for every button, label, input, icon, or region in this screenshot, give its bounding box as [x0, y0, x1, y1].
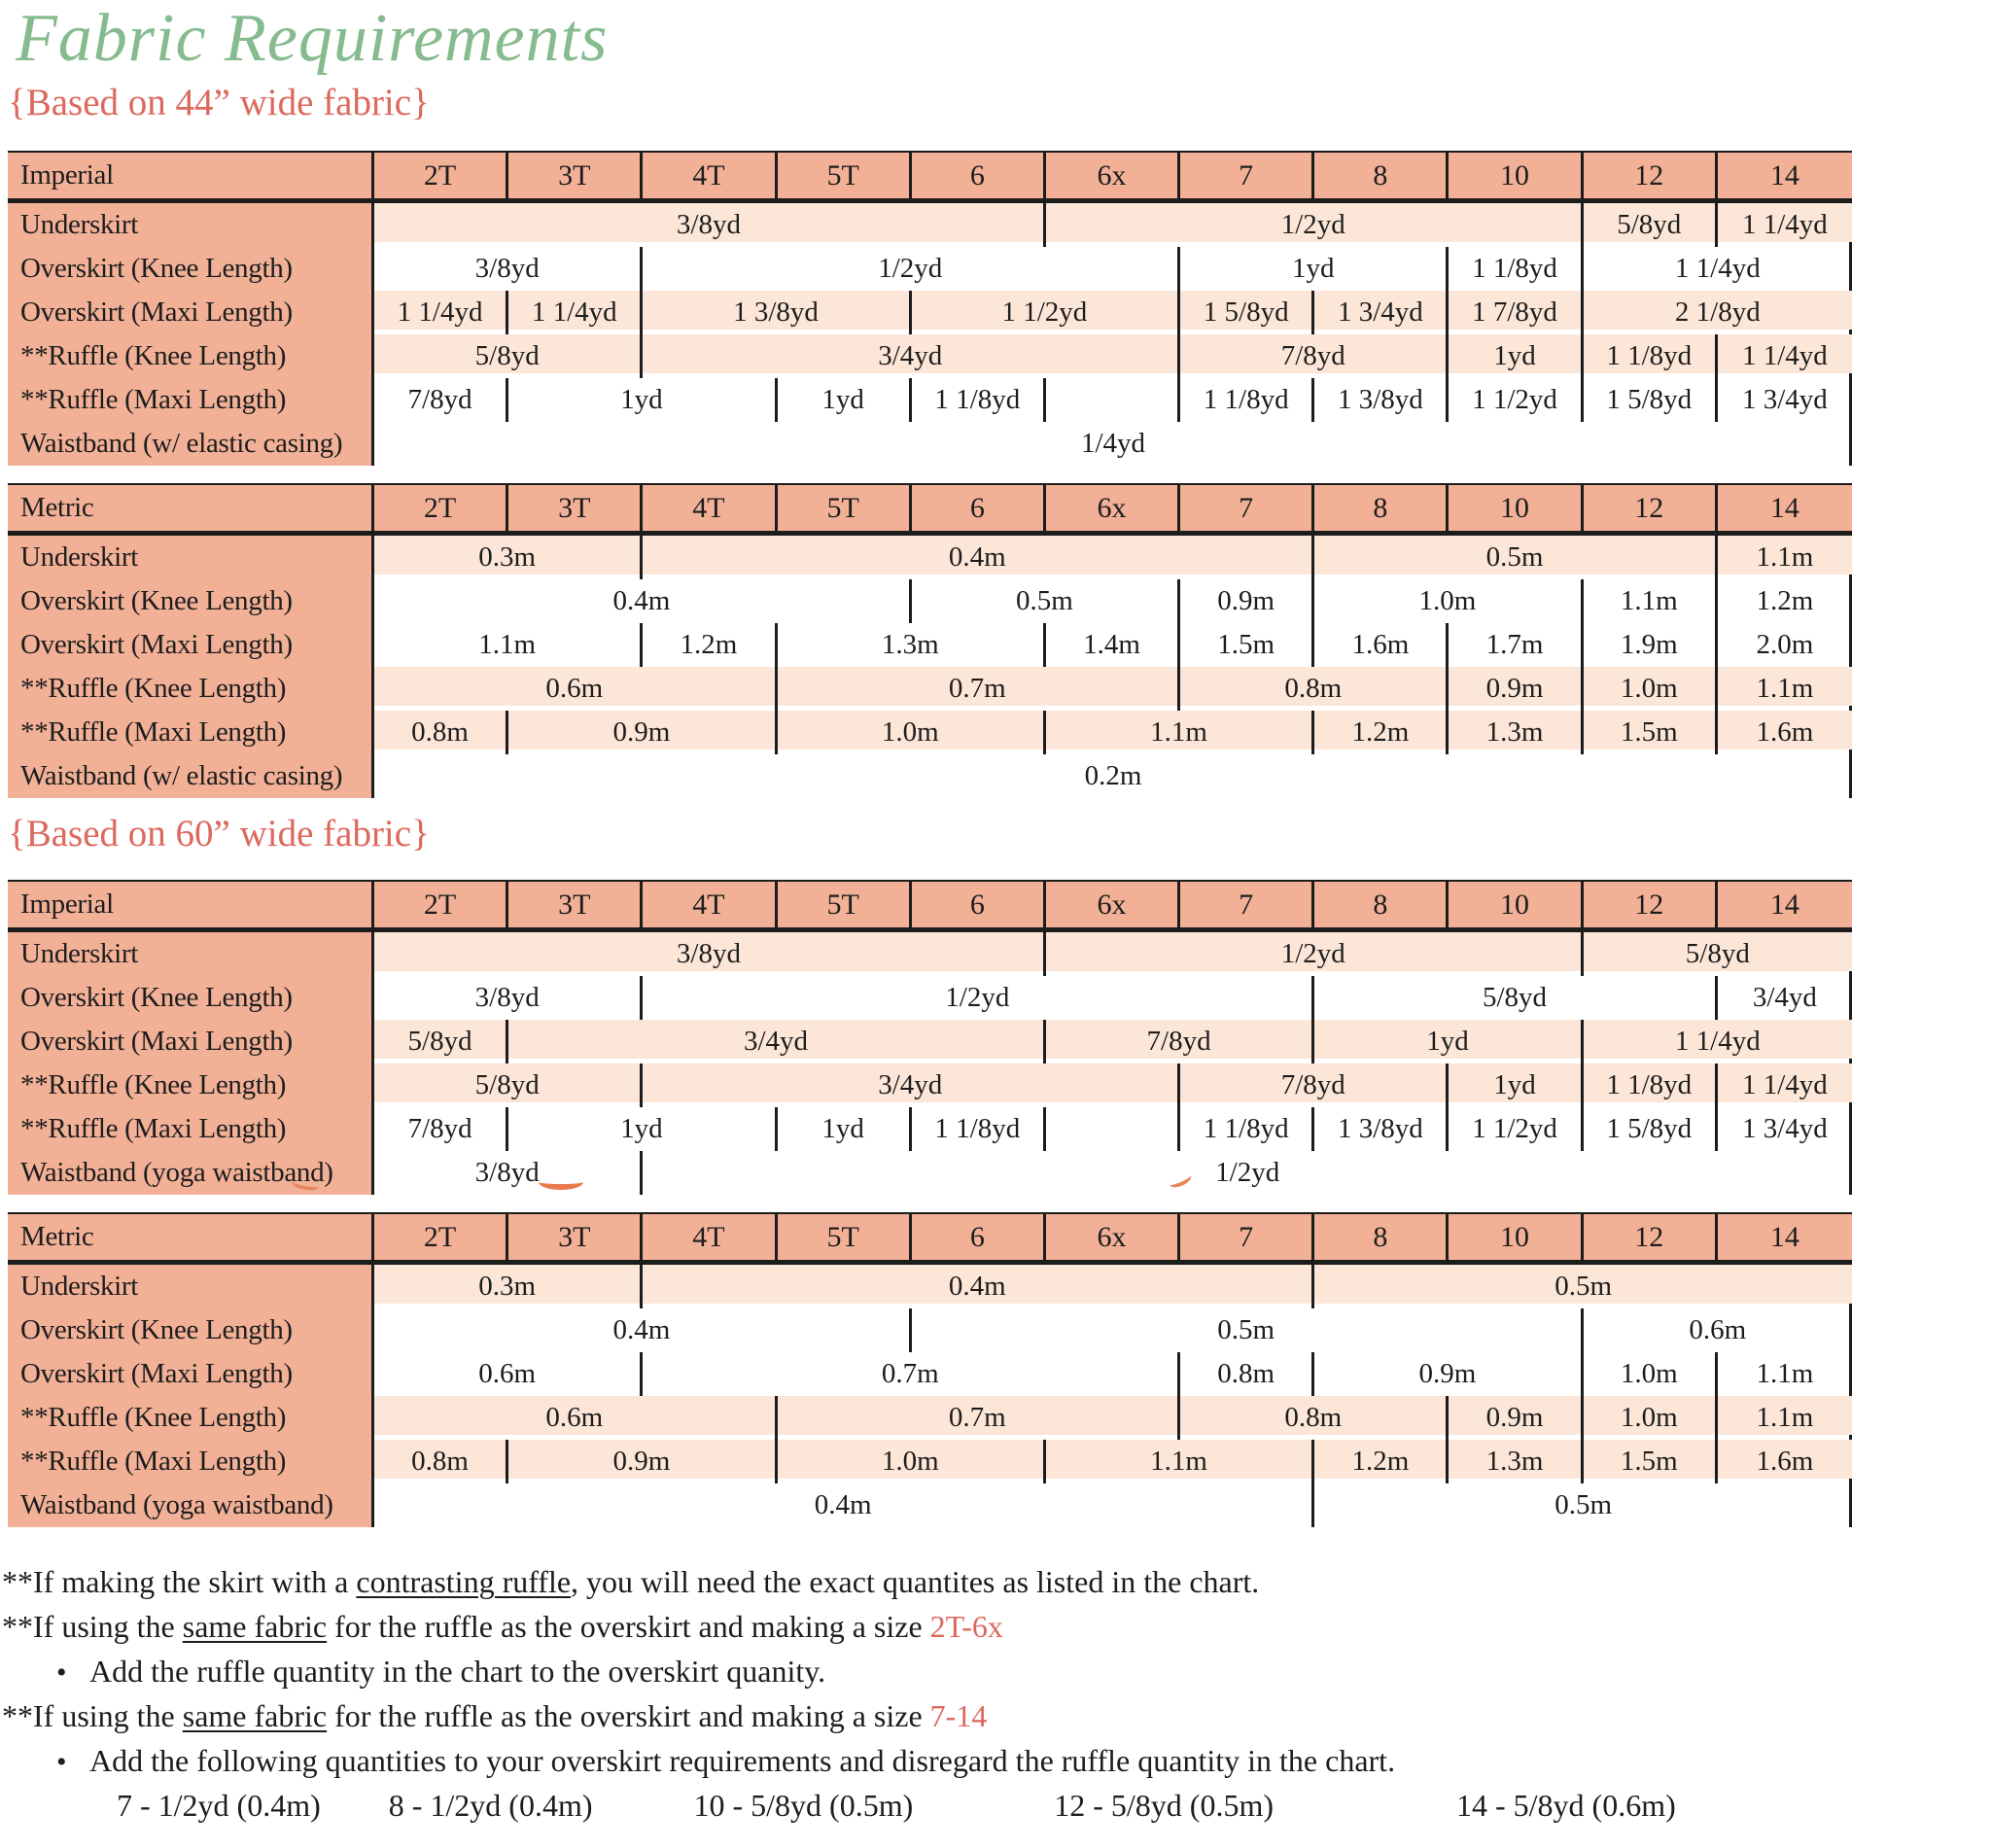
- table-cell-value: 0.9m: [1314, 1352, 1583, 1396]
- row-label: Waistband (w/ elastic casing): [8, 422, 374, 466]
- table-cell-value: 3/8yd: [374, 932, 1046, 976]
- table-cell-value: 1/2yd: [1046, 203, 1584, 247]
- row-label: Waistband (w/ elastic casing): [8, 754, 374, 798]
- column-header-3T: 3T: [508, 882, 643, 927]
- table-cell-value: 0.5m: [1554, 1489, 1613, 1520]
- table-header-row: [8, 880, 1852, 932]
- table-row: [8, 1308, 1852, 1352]
- table-header-row: [8, 1212, 1852, 1265]
- column-header-7: 7: [1180, 1214, 1314, 1260]
- footnote-text: for the ruffle as the overskirt and making a size: [327, 1698, 930, 1733]
- table-cell-value: 2 1/8yd: [1584, 291, 1852, 334]
- bullet-icon: •: [56, 1656, 67, 1689]
- table-cell-value: 1 1/2yd: [1449, 1107, 1583, 1151]
- table-cell-value: 1 1/8yd: [1449, 247, 1583, 291]
- table-cell-value: 0.5m: [1314, 1265, 1852, 1308]
- table-cell-value: 5/8yd: [374, 1063, 643, 1107]
- unit-header-imperial-60: Imperial: [8, 882, 374, 927]
- table-cell-value: 0.8m: [1180, 1352, 1314, 1396]
- table-row: [8, 1151, 1852, 1195]
- table-row: [8, 754, 1852, 798]
- table-cell-value: 1yd: [508, 1107, 777, 1151]
- table-row: [8, 1020, 1852, 1063]
- table-cell-value: 1 1/4yd: [374, 291, 508, 334]
- footnote-text: for the ruffle as the overskirt and making a size: [327, 1609, 930, 1644]
- column-header-14: 14: [1718, 882, 1852, 927]
- table-cell-value: 1.0m: [1584, 1352, 1718, 1396]
- table-cell-value: 1 3/4yd: [1314, 291, 1449, 334]
- table-header-row: [8, 151, 1852, 203]
- table-cell-value: 3/8yd: [374, 247, 643, 291]
- table-row: [8, 1483, 1852, 1527]
- table-cell-value: 1 1/4yd: [1674, 253, 1761, 284]
- column-header-3T: 3T: [508, 485, 643, 531]
- column-header-8: 8: [1314, 153, 1449, 198]
- table-cell-value: 1 3/8yd: [1314, 1107, 1449, 1151]
- table-row: [8, 1440, 1852, 1483]
- subtitle-44-wide: {Based on 44” wide fabric}: [8, 82, 430, 123]
- table-cell-value: 1.6m: [1718, 1440, 1852, 1483]
- column-header-4T: 4T: [643, 1214, 777, 1260]
- size-range-accent: 2T-6x: [929, 1609, 1003, 1644]
- table-cell-value: 1 7/8yd: [1449, 291, 1583, 334]
- table-cell-value: 1 5/8yd: [1180, 291, 1314, 334]
- column-header-6x: 6x: [1046, 485, 1180, 531]
- table-cell-value: 1 1/8yd: [912, 378, 1046, 422]
- row-label: Underskirt: [8, 1265, 374, 1308]
- table-cell-value: 1.5m: [1584, 1440, 1718, 1483]
- table-cell-value: 1.7m: [1449, 623, 1583, 667]
- table-cell-value: 0.6m: [1689, 1314, 1747, 1345]
- table-cell-value: 1 3/8yd: [1314, 378, 1449, 422]
- size-addition-item: 8 - 1/2yd (0.4m): [388, 1788, 593, 1823]
- table-cell-value: 1.0m: [1314, 579, 1583, 623]
- table-row: [8, 579, 1852, 623]
- row-label: Overskirt (Knee Length): [8, 1308, 374, 1352]
- column-header-6x: 6x: [1046, 1214, 1180, 1260]
- table-cell-value: 0.9m: [1449, 667, 1583, 711]
- row-label: Underskirt: [8, 932, 374, 976]
- table-cell-value: 1.2m: [1314, 711, 1449, 754]
- footnote-bullet-add-ruffle-text: Add the ruffle quantity in the chart to the overskirt quanity.: [89, 1654, 826, 1689]
- table-cell-value: 3/4yd: [508, 1020, 1046, 1063]
- table-cell-value: 0.9m: [1180, 579, 1314, 623]
- footnotes: [2, 1559, 1985, 1828]
- column-header-12: 12: [1584, 153, 1718, 198]
- size-addition-item: 7 - 1/2yd (0.4m): [117, 1788, 321, 1823]
- table-cell-value: 0.6m: [374, 1396, 778, 1440]
- column-header-6x: 6x: [1046, 882, 1180, 927]
- column-header-5T: 5T: [778, 153, 912, 198]
- row-label: **Ruffle (Knee Length): [8, 334, 374, 378]
- table-row: [8, 203, 1852, 247]
- page-title: Fabric Requirements: [16, 1, 609, 76]
- column-header-8: 8: [1314, 882, 1449, 927]
- column-header-10: 10: [1449, 485, 1583, 531]
- table-row: [8, 711, 1852, 754]
- table-cell-value: 1.5m: [1584, 711, 1718, 754]
- unit-header-imperial-44: Imperial: [8, 153, 374, 198]
- table-cell-value: 1.1m: [1046, 711, 1314, 754]
- size-addition-item: 12 - 5/8yd (0.5m): [1054, 1788, 1274, 1823]
- table-cell-value: 0.3m: [374, 536, 643, 579]
- footnote-text: **If using the: [2, 1698, 183, 1733]
- column-header-10: 10: [1449, 882, 1583, 927]
- row-label: **Ruffle (Maxi Length): [8, 1440, 374, 1483]
- table-row: [8, 932, 1852, 976]
- table-cell-value: 1 5/8yd: [1584, 378, 1718, 422]
- table-cell-value: 1.5m: [1180, 623, 1314, 667]
- table-cell-value: 1 5/8yd: [1584, 1107, 1718, 1151]
- row-label: Overskirt (Maxi Length): [8, 1020, 374, 1063]
- table-cell-value: 1 1/8yd: [1584, 1063, 1718, 1107]
- table-cell-value: 7/8yd: [1180, 334, 1449, 378]
- footnote-same-fabric-2t-6x: [2, 1604, 1985, 1649]
- table-body: [8, 203, 1852, 466]
- column-header-12: 12: [1584, 882, 1718, 927]
- column-header-12: 12: [1584, 485, 1718, 531]
- unit-header-metric-60: Metric: [8, 1214, 374, 1260]
- table-row: [8, 623, 1852, 667]
- row-label: Overskirt (Maxi Length): [8, 1352, 374, 1396]
- underlined-phrase: same fabric: [182, 1609, 328, 1644]
- table-cell-value: 1.1m: [374, 623, 643, 667]
- row-label: **Ruffle (Knee Length): [8, 1396, 374, 1440]
- table-cell-value: 1.1m: [1718, 536, 1852, 579]
- table-cell-value: 1.3m: [1449, 1440, 1583, 1483]
- row-label: **Ruffle (Knee Length): [8, 667, 374, 711]
- table-row: [8, 1107, 1852, 1151]
- table-cell-value: 1.2m: [1756, 585, 1814, 616]
- table-cell-value: 0.7m: [778, 1396, 1181, 1440]
- table-row: [8, 667, 1852, 711]
- table-cell-value: 1/2yd: [643, 247, 1180, 291]
- column-header-6: 6: [912, 882, 1046, 927]
- fabric-table-imperial-60: [8, 880, 1852, 1195]
- table-cell-value: 1.0m: [1584, 1396, 1718, 1440]
- table-cell-value: 1/2yd: [643, 976, 1314, 1020]
- table-cell-value: 5/8yd: [374, 334, 643, 378]
- table-cell-value: 1yd: [778, 378, 912, 422]
- table-cell-value: 3/4yd: [1752, 982, 1817, 1013]
- table-cell-value: 0.4m: [643, 1265, 1314, 1308]
- table-cell-value: 0.8m: [374, 711, 508, 754]
- column-header-3T: 3T: [508, 153, 643, 198]
- column-header-2T: 2T: [374, 882, 508, 927]
- size-addition-item: 14 - 5/8yd (0.6m): [1456, 1788, 1676, 1823]
- column-header-8: 8: [1314, 485, 1449, 531]
- table-row: [8, 247, 1852, 291]
- table-cell-value: 1 1/8yd: [1584, 334, 1718, 378]
- table-cell-value: 1 1/4yd: [1584, 1020, 1852, 1063]
- table-cell-value: 1.0m: [1584, 667, 1718, 711]
- table-body: [8, 536, 1852, 798]
- row-label: Waistband (yoga waistband): [8, 1483, 374, 1527]
- table-cell-value: 0.7m: [643, 1352, 1180, 1396]
- column-header-2T: 2T: [374, 485, 508, 531]
- subtitle-60-wide: {Based on 60” wide fabric}: [8, 813, 430, 854]
- table-cell-value: 0.3m: [374, 1265, 643, 1308]
- table-cell-value: 0.8m: [374, 1440, 508, 1483]
- table-cell-value: 0.7m: [778, 667, 1181, 711]
- table-cell-value: 1yd: [1314, 1020, 1583, 1063]
- size-range-accent: 7-14: [929, 1698, 988, 1733]
- table-cell-value: 1/2yd: [1046, 932, 1584, 976]
- table-cell-value: 1.1m: [1046, 1440, 1314, 1483]
- table-cell-value: 0.4m: [374, 1308, 912, 1352]
- table-cell-value: 7/8yd: [374, 378, 508, 422]
- footnote-size-additions: [2, 1783, 1985, 1828]
- table-cell-value: 1 1/4yd: [1718, 334, 1852, 378]
- row-label: Underskirt: [8, 203, 374, 247]
- size-addition-item: 10 - 5/8yd (0.5m): [693, 1788, 914, 1823]
- column-header-10: 10: [1449, 1214, 1583, 1260]
- column-header-10: 10: [1449, 153, 1583, 198]
- footnote-bullet-add-following: [2, 1738, 1985, 1783]
- table-cell-empty: [1046, 1107, 1180, 1151]
- column-header-12: 12: [1584, 1214, 1718, 1260]
- table-cell-value: 1 1/2yd: [1449, 378, 1583, 422]
- fabric-table-metric-60: [8, 1212, 1852, 1527]
- column-header-7: 7: [1180, 485, 1314, 531]
- row-label: Overskirt (Maxi Length): [8, 291, 374, 334]
- table-cell-value: 1yd: [778, 1107, 912, 1151]
- table-header-row: [8, 483, 1852, 536]
- column-header-2T: 2T: [374, 1214, 508, 1260]
- table-cell-value: 1.4m: [1046, 623, 1180, 667]
- column-header-6: 6: [912, 1214, 1046, 1260]
- table-row: [8, 422, 1852, 466]
- column-header-2T: 2T: [374, 153, 508, 198]
- footnote-text: , you will need the exact quantites as listed in the chart.: [571, 1564, 1260, 1599]
- table-cell-value: 1 1/2yd: [912, 291, 1180, 334]
- column-header-6: 6: [912, 485, 1046, 531]
- table-body: [8, 1265, 1852, 1527]
- table-body: [8, 932, 1852, 1195]
- table-cell-value: 1.0m: [778, 711, 1046, 754]
- table-cell-empty: [1046, 378, 1180, 422]
- footnote-text: **If making the skirt with a: [2, 1564, 357, 1599]
- fabric-table-metric-44: [8, 483, 1852, 798]
- table-cell-value: 2.0m: [1756, 629, 1814, 660]
- table-cell-value: 0.6m: [374, 667, 778, 711]
- underlined-phrase: contrasting ruffle: [356, 1564, 572, 1599]
- table-cell-value: 1 1/8yd: [1180, 378, 1314, 422]
- table-cell-value: 1yd: [508, 378, 777, 422]
- footnote-contrasting-ruffle: [2, 1559, 1985, 1604]
- row-label: **Ruffle (Maxi Length): [8, 378, 374, 422]
- table-row: [8, 536, 1852, 579]
- row-label: **Ruffle (Maxi Length): [8, 1107, 374, 1151]
- table-cell-value: 0.6m: [374, 1352, 643, 1396]
- table-cell-value: 3/8yd: [374, 976, 643, 1020]
- table-cell-value: 7/8yd: [1180, 1063, 1449, 1107]
- table-cell-value: 1 1/4yd: [508, 291, 643, 334]
- column-header-6x: 6x: [1046, 153, 1180, 198]
- table-cell-value: 3/8yd: [374, 1151, 643, 1195]
- table-cell-value: 1.2m: [1314, 1440, 1449, 1483]
- row-label: Overskirt (Maxi Length): [8, 623, 374, 667]
- table-cell-value: 0.5m: [1314, 536, 1718, 579]
- table-cell-value: 0.9m: [508, 1440, 777, 1483]
- column-header-5T: 5T: [778, 485, 912, 531]
- table-cell-value: 1.1m: [1718, 1396, 1852, 1440]
- table-cell-value: 0.9m: [1449, 1396, 1583, 1440]
- table-cell-value: 1 1/8yd: [912, 1107, 1046, 1151]
- footnote-bullet-add-ruffle: [2, 1649, 1985, 1693]
- row-label: Underskirt: [8, 536, 374, 579]
- bullet-icon: •: [56, 1746, 67, 1778]
- table-cell-value: 0.9m: [508, 711, 777, 754]
- footnote-text: **If using the: [2, 1609, 183, 1644]
- table-cell-value: 3/4yd: [643, 334, 1180, 378]
- table-cell-value: 1.1m: [1756, 1358, 1814, 1389]
- table-cell-value: 1 1/4yd: [1718, 203, 1852, 247]
- table-row: [8, 1352, 1852, 1396]
- column-header-4T: 4T: [643, 485, 777, 531]
- underlined-phrase: same fabric: [182, 1698, 328, 1733]
- column-header-5T: 5T: [778, 882, 912, 927]
- column-header-4T: 4T: [643, 882, 777, 927]
- table-cell-value: 0.5m: [912, 579, 1180, 623]
- table-cell-value: 0.4m: [374, 579, 912, 623]
- table-cell-value: 0.8m: [1180, 1396, 1449, 1440]
- table-cell-value: 3/8yd: [374, 203, 1046, 247]
- table-cell-value: 0.4m: [643, 536, 1314, 579]
- row-label: **Ruffle (Maxi Length): [8, 711, 374, 754]
- table-cell-value: 0.8m: [1180, 667, 1449, 711]
- table-cell-value: 0.4m: [374, 1483, 1314, 1527]
- table-row: [8, 291, 1852, 334]
- table-cell-value: 1.6m: [1718, 711, 1852, 754]
- fabric-table-imperial-44: [8, 151, 1852, 466]
- table-cell-value: 1yd: [1449, 334, 1583, 378]
- table-cell-value: 1.3m: [1449, 711, 1583, 754]
- row-label: Overskirt (Knee Length): [8, 579, 374, 623]
- table-cell-value: 1.2m: [643, 623, 777, 667]
- column-header-4T: 4T: [643, 153, 777, 198]
- table-cell-value: 1 1/4yd: [1718, 1063, 1852, 1107]
- table-cell-value: 1.1m: [1584, 579, 1718, 623]
- column-header-7: 7: [1180, 882, 1314, 927]
- table-cell-value: 1 3/4yd: [1742, 1113, 1828, 1144]
- table-cell-value: 1.0m: [778, 1440, 1046, 1483]
- table-cell-value: 1/2yd: [1215, 1157, 1280, 1188]
- footnote-bullet-add-following-text: Add the following quantities to your overskirt requirements and disregard the ruffle quantity in the chart.: [89, 1743, 1396, 1778]
- column-header-7: 7: [1180, 153, 1314, 198]
- row-label: Overskirt (Knee Length): [8, 976, 374, 1020]
- row-label: Waistband (yoga waistband): [8, 1151, 374, 1195]
- table-cell-value: 7/8yd: [374, 1107, 508, 1151]
- table-cell-value: 5/8yd: [374, 1020, 508, 1063]
- table-row: [8, 378, 1852, 422]
- table-cell-value: 1 1/8yd: [1180, 1107, 1314, 1151]
- column-header-14: 14: [1718, 1214, 1852, 1260]
- table-cell-value: 5/8yd: [1584, 203, 1718, 247]
- table-cell-value: 1 3/4yd: [1742, 384, 1828, 415]
- table-cell-value: 0.2m: [1084, 760, 1142, 791]
- table-cell-value: 1yd: [1449, 1063, 1583, 1107]
- row-label: Overskirt (Knee Length): [8, 247, 374, 291]
- table-cell-value: 1yd: [1180, 247, 1449, 291]
- unit-header-metric-44: Metric: [8, 485, 374, 531]
- column-header-14: 14: [1718, 153, 1852, 198]
- table-cell-value: 7/8yd: [1046, 1020, 1314, 1063]
- table-cell-value: 5/8yd: [1314, 976, 1718, 1020]
- table-row: [8, 1265, 1852, 1308]
- stray-mark: [539, 1174, 583, 1190]
- column-header-6: 6: [912, 153, 1046, 198]
- table-row: [8, 1396, 1852, 1440]
- table-cell-value: 1.9m: [1584, 623, 1718, 667]
- table-cell-value: 0.5m: [912, 1308, 1584, 1352]
- column-header-8: 8: [1314, 1214, 1449, 1260]
- footnote-same-fabric-7-14: [2, 1693, 1985, 1738]
- table-cell-value: 3/4yd: [643, 1063, 1180, 1107]
- table-cell-value: 1 3/8yd: [643, 291, 911, 334]
- table-cell-value: 1.6m: [1314, 623, 1449, 667]
- table-cell-value: 1.3m: [778, 623, 1046, 667]
- table-row: [8, 334, 1852, 378]
- row-label: **Ruffle (Knee Length): [8, 1063, 374, 1107]
- table-cell-value: 5/8yd: [1584, 932, 1852, 976]
- table-cell-value: 1.1m: [1718, 667, 1852, 711]
- table-row: [8, 976, 1852, 1020]
- table-cell-value: 1/4yd: [1080, 428, 1146, 459]
- column-header-5T: 5T: [778, 1214, 912, 1260]
- column-header-14: 14: [1718, 485, 1852, 531]
- column-header-3T: 3T: [508, 1214, 643, 1260]
- table-row: [8, 1063, 1852, 1107]
